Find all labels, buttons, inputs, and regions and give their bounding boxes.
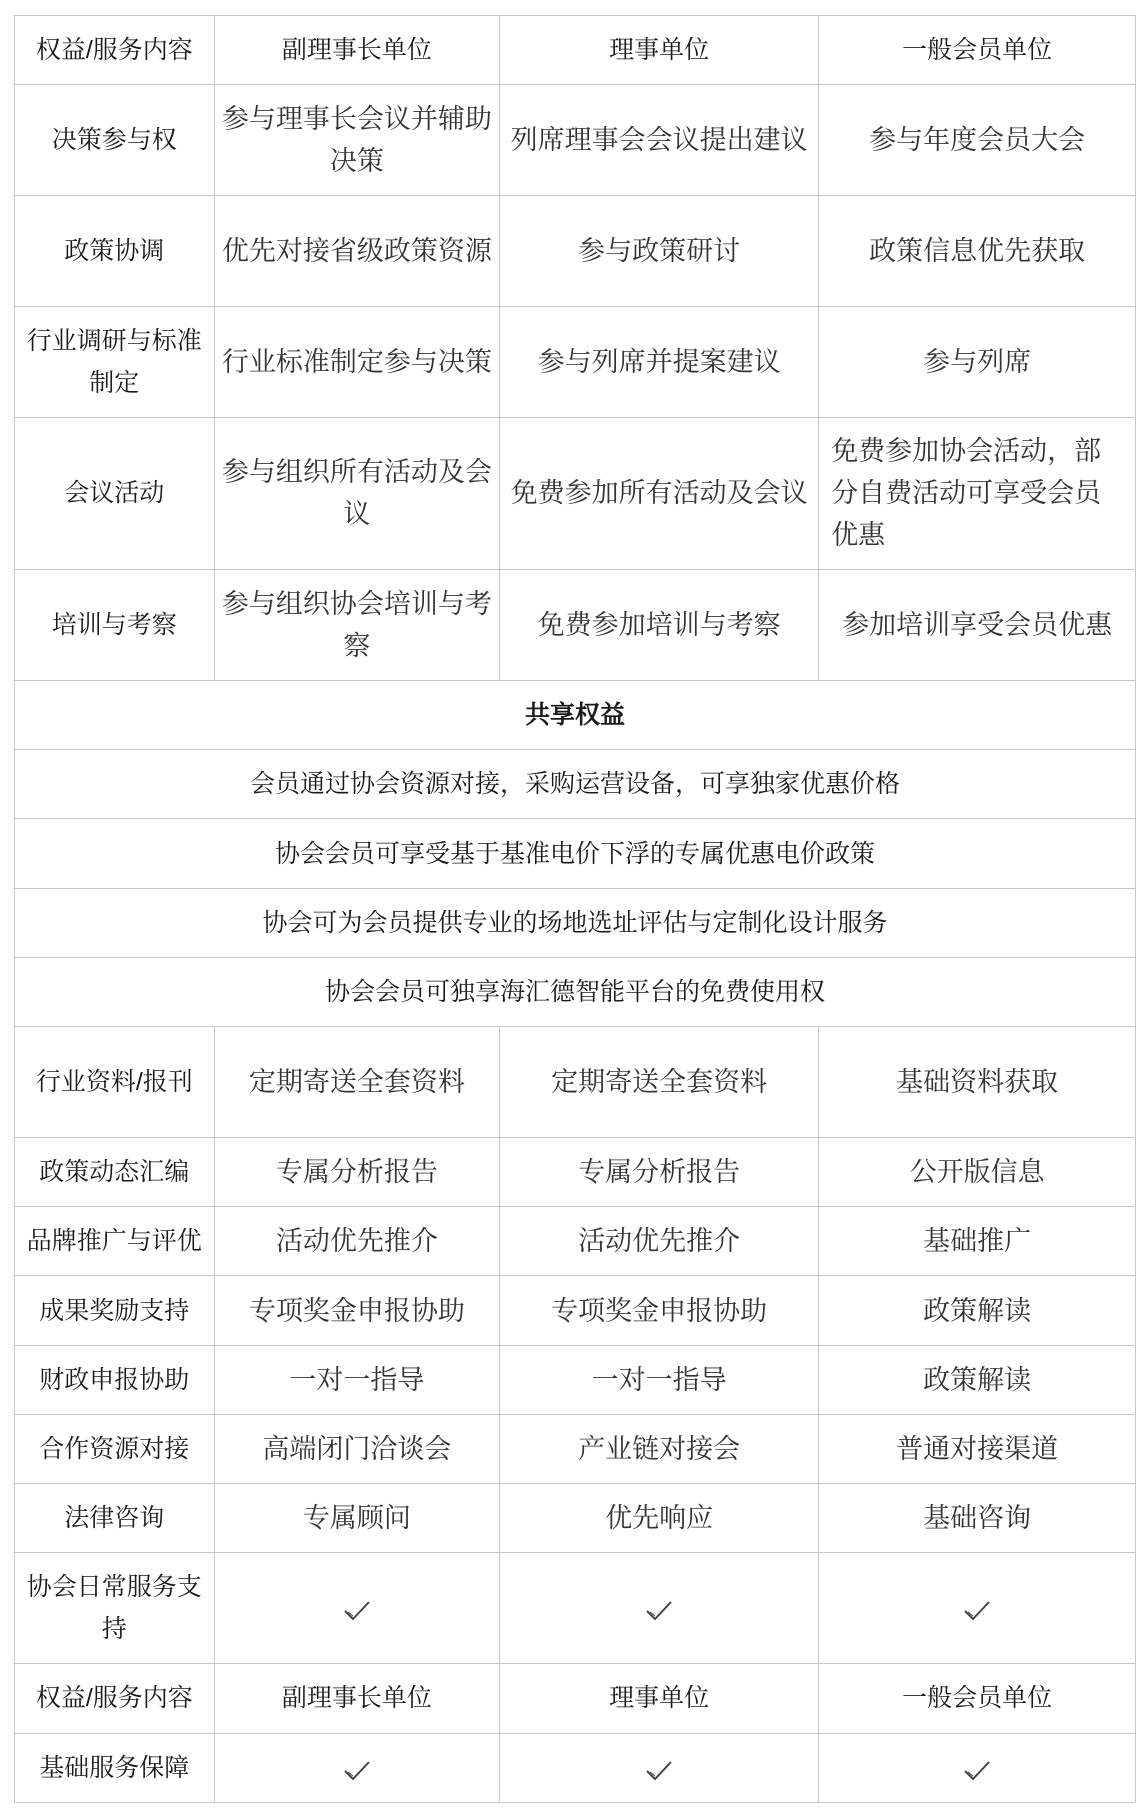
- shared-benefit-row: [15, 957, 1136, 1026]
- cell-director: 一对一指导: [500, 1345, 819, 1414]
- cell-vice-chair: 一对一指导: [214, 1345, 499, 1414]
- header-row: [15, 16, 1136, 85]
- check-icon: [342, 1599, 372, 1623]
- cell-vice-chair: [214, 1733, 499, 1803]
- column-header-benefit: 权益/服务内容: [15, 1664, 215, 1733]
- row-label: 财政申报协助: [15, 1345, 215, 1414]
- cell-director: [500, 1733, 819, 1803]
- cell-director: [500, 1553, 819, 1664]
- check-icon: [342, 1759, 372, 1783]
- shared-benefit-row: [15, 888, 1136, 957]
- cell-director: 专属分析报告: [500, 1137, 819, 1206]
- column-header-general-member: 一般会员单位: [819, 16, 1136, 85]
- cell-vice-chair: 高端闭门洽谈会: [214, 1414, 499, 1483]
- cell-director: 免费参加培训与考察: [500, 570, 819, 681]
- cell-vice-chair: [214, 1553, 499, 1664]
- shared-benefits-title-row: [15, 680, 1136, 749]
- row-label: 决策参与权: [15, 85, 215, 196]
- row-label: 培训与考察: [15, 570, 215, 681]
- cell-general-member: 政策解读: [819, 1345, 1136, 1414]
- row-label: 协会日常服务支持: [15, 1553, 215, 1664]
- cell-director: 专项奖金申报协助: [500, 1276, 819, 1345]
- table-row: [15, 196, 1136, 307]
- membership-benefits-table: [14, 15, 1136, 1803]
- cell-director: 免费参加所有活动及会议: [500, 417, 819, 569]
- table-row: [15, 1027, 1136, 1138]
- table-row: [15, 1553, 1136, 1664]
- cell-general-member: 政策解读: [819, 1276, 1136, 1345]
- cell-vice-chair: 定期寄送全套资料: [214, 1027, 499, 1138]
- table-row: [15, 306, 1136, 417]
- cell-general-member: 基础资料获取: [819, 1027, 1136, 1138]
- table-row: [15, 1207, 1136, 1276]
- table-row: [15, 1484, 1136, 1553]
- column-header-vice-chair: 副理事长单位: [214, 16, 499, 85]
- column-header-benefit: 权益/服务内容: [15, 16, 215, 85]
- table-row: [15, 1345, 1136, 1414]
- shared-benefit-item: 协会会员可独享海汇德智能平台的免费使用权: [15, 957, 1136, 1026]
- shared-benefit-item: 协会会员可享受基于基准电价下浮的专属优惠电价政策: [15, 819, 1136, 888]
- row-label: 品牌推广与评优: [15, 1207, 215, 1276]
- row-label: 政策动态汇编: [15, 1137, 215, 1206]
- cell-general-member: [819, 1553, 1136, 1664]
- check-icon: [644, 1759, 674, 1783]
- shared-benefit-item: 会员通过协会资源对接，采购运营设备，可享独家优惠价格: [15, 750, 1136, 819]
- shared-benefit-item: 协会可为会员提供专业的场地选址评估与定制化设计服务: [15, 888, 1136, 957]
- table-row: [15, 570, 1136, 681]
- row-label: 合作资源对接: [15, 1414, 215, 1483]
- shared-benefit-row: [15, 819, 1136, 888]
- cell-director: 优先响应: [500, 1484, 819, 1553]
- table-row: [15, 85, 1136, 196]
- row-label: 行业资料/报刊: [15, 1027, 215, 1138]
- cell-vice-chair: 优先对接省级政策资源: [214, 196, 499, 307]
- cell-vice-chair: 参与组织所有活动及会议: [214, 417, 499, 569]
- table-row: [15, 1733, 1136, 1803]
- footer-header-row: [15, 1664, 1136, 1733]
- cell-vice-chair: 参与理事长会议并辅助决策: [214, 85, 499, 196]
- cell-director: 产业链对接会: [500, 1414, 819, 1483]
- cell-vice-chair: 专属分析报告: [214, 1137, 499, 1206]
- cell-general-member: 基础咨询: [819, 1484, 1136, 1553]
- cell-director: 定期寄送全套资料: [500, 1027, 819, 1138]
- cell-general-member: 普通对接渠道: [819, 1414, 1136, 1483]
- row-label: 成果奖励支持: [15, 1276, 215, 1345]
- column-header-director: 理事单位: [500, 1664, 819, 1733]
- check-icon: [962, 1599, 992, 1623]
- row-label: 行业调研与标准制定: [15, 306, 215, 417]
- column-header-general-member: 一般会员单位: [819, 1664, 1136, 1733]
- check-icon: [644, 1599, 674, 1623]
- check-icon: [962, 1759, 992, 1783]
- cell-vice-chair: 专属顾问: [214, 1484, 499, 1553]
- table-row: [15, 1276, 1136, 1345]
- cell-general-member: 基础推广: [819, 1207, 1136, 1276]
- cell-general-member: [819, 1733, 1136, 1803]
- cell-general-member: 免费参加协会活动，部分自费活动可享受会员优惠: [819, 417, 1136, 569]
- cell-vice-chair: 行业标准制定参与决策: [214, 306, 499, 417]
- cell-general-member: 参加培训享受会员优惠: [819, 570, 1136, 681]
- shared-benefit-row: [15, 750, 1136, 819]
- row-label: 法律咨询: [15, 1484, 215, 1553]
- cell-vice-chair: 专项奖金申报协助: [214, 1276, 499, 1345]
- cell-director: 列席理事会会议提出建议: [500, 85, 819, 196]
- cell-director: 参与列席并提案建议: [500, 306, 819, 417]
- cell-general-member: 公开版信息: [819, 1137, 1136, 1206]
- cell-director: 参与政策研讨: [500, 196, 819, 307]
- row-label: 会议活动: [15, 417, 215, 569]
- column-header-vice-chair: 副理事长单位: [214, 1664, 499, 1733]
- row-label: 基础服务保障: [15, 1733, 215, 1803]
- table-row: [15, 1137, 1136, 1206]
- cell-general-member: 参与列席: [819, 306, 1136, 417]
- cell-vice-chair: 参与组织协会培训与考察: [214, 570, 499, 681]
- cell-general-member: 参与年度会员大会: [819, 85, 1136, 196]
- row-label: 政策协调: [15, 196, 215, 307]
- cell-vice-chair: 活动优先推介: [214, 1207, 499, 1276]
- table-row: [15, 417, 1136, 569]
- shared-benefits-title: 共享权益: [15, 680, 1136, 749]
- cell-director: 活动优先推介: [500, 1207, 819, 1276]
- table-row: [15, 1414, 1136, 1483]
- column-header-director: 理事单位: [500, 16, 819, 85]
- cell-general-member: 政策信息优先获取: [819, 196, 1136, 307]
